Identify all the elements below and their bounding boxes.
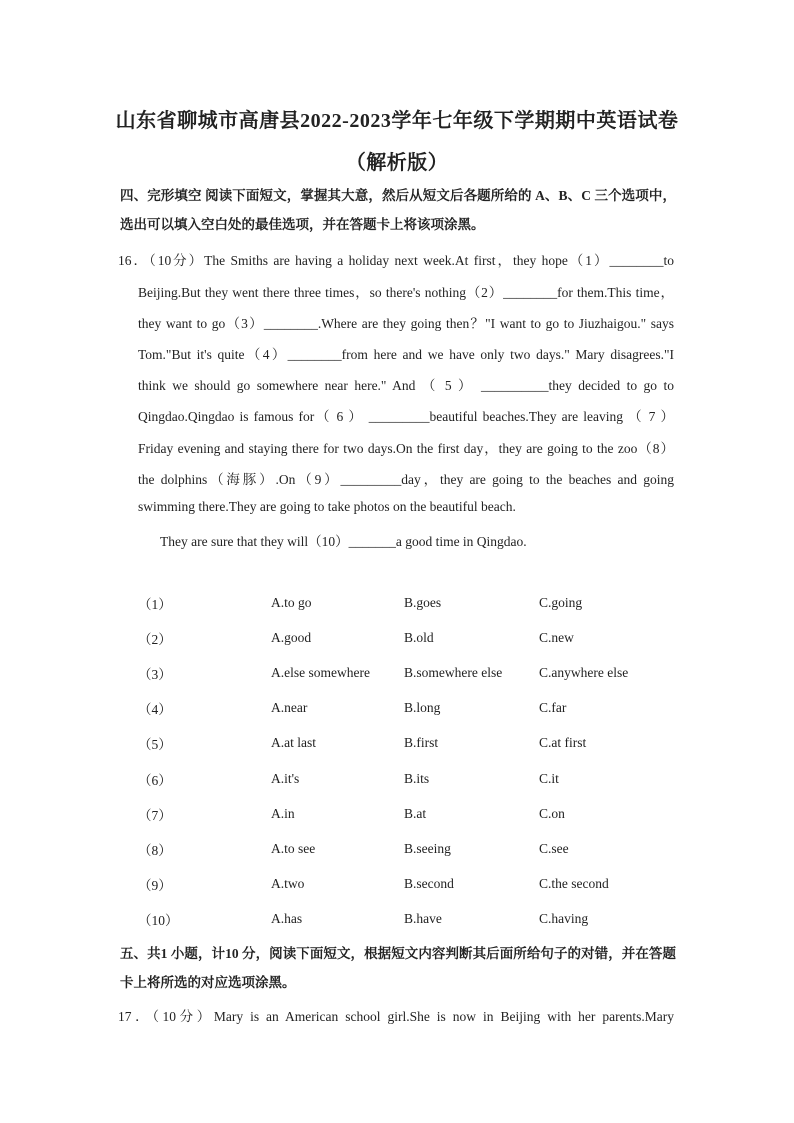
option-a: A.at last [271, 735, 316, 751]
option-b: B.seeing [404, 840, 451, 856]
option-b: B.goes [404, 594, 442, 610]
option-c: C.see [539, 840, 569, 856]
option-b: B.its [404, 770, 430, 786]
passage-line: Qingdao.Qingdao is famous for（ 6 ） _________beautiful beaches.They are leaving （ 7 ） [138, 409, 674, 424]
blank-number: （3） [138, 666, 172, 682]
option-b: B.have [404, 911, 442, 927]
option-b: B.second [404, 876, 454, 892]
option-row [138, 831, 669, 866]
blank-number: （5） [138, 737, 172, 753]
section-five-heading: 五、共1 小题，计10 分，阅读下面短文，根据短文内容判断其后面所给句子的对错，并在答题卡上将所选的对应选项涂黑。 [120, 946, 676, 990]
option-a: A.to go [271, 594, 312, 610]
option-b: B.somewhere else [404, 664, 503, 680]
option-a: A.two [271, 876, 305, 892]
option-row [138, 655, 669, 690]
option-row [138, 761, 669, 796]
options-table [138, 585, 669, 937]
option-a: A.in [271, 805, 295, 821]
option-row [138, 691, 669, 726]
option-c: C.new [539, 629, 574, 645]
option-a: A.has [271, 911, 303, 927]
passage-last-line: They are sure that they will（10）_______a good time in Qingdao. [160, 534, 527, 549]
option-c: C.going [539, 594, 583, 610]
option-a: A.near [271, 700, 308, 716]
document-subtitle: （解析版） [345, 152, 449, 174]
option-row [138, 867, 669, 902]
option-row [138, 796, 669, 831]
passage-line: the dolphins（海豚）.On（9）_________day，they are going to the beaches and going [138, 472, 674, 487]
option-a: A.to see [271, 840, 316, 856]
passage-line: they want to go（3）________.Where are they going then？"I want to go to Jiuzhaigou." says [138, 316, 674, 331]
option-b: B.at [404, 805, 427, 821]
option-b: B.old [404, 629, 434, 645]
passage-line: swimming there.They are going to take photos on the beautiful beach. [138, 499, 516, 514]
option-b: B.long [404, 700, 441, 716]
option-a: A.good [271, 629, 312, 645]
blank-number: （7） [138, 807, 172, 823]
blank-number: （8） [138, 842, 172, 858]
option-c: C.on [539, 805, 565, 821]
blank-number: （2） [138, 631, 172, 647]
document-title: 山东省聊城市高唐县2022-2023学年七年级下学期期中英语试卷 [115, 110, 679, 132]
option-row [138, 902, 669, 937]
option-c: C.anywhere else [539, 664, 629, 680]
option-c: C.at first [539, 735, 587, 751]
option-a: A.it's [271, 770, 300, 786]
blank-number: （1） [138, 596, 172, 612]
blank-number: （10） [138, 913, 179, 929]
option-c: C.it [539, 770, 559, 786]
question-17-line: 17．（10分）Mary is an American school girl.She is now in Beijing with her parents.Mary [118, 1009, 674, 1024]
option-row [138, 585, 669, 620]
option-row [138, 726, 669, 761]
blank-number: （4） [138, 702, 172, 718]
option-c: C.far [539, 700, 567, 716]
option-row [138, 620, 669, 655]
section-four-heading: 四、完形填空 阅读下面短文，掌握其大意，然后从短文后各题所给的 A、B、C 三个选项中，选出可以填入空白处的最佳选项，并在答题卡上将该项涂黑。 [120, 188, 676, 232]
blank-number: （6） [138, 772, 172, 788]
passage-line: think we should go somewhere near here." And （ 5 ） __________they decided to go to [138, 378, 674, 393]
passage-line: 16．（10分）The Smiths are having a holiday next week.At first，they hope（1）________to [118, 253, 674, 268]
passage-line: Tom."But it's quite（4）________from here and we have only two days." Mary disagrees."I [138, 347, 674, 362]
blank-number: （9） [138, 878, 172, 894]
option-b: B.first [404, 735, 439, 751]
option-c: C.the second [539, 876, 609, 892]
option-c: C.having [539, 911, 589, 927]
passage-line: Friday evening and staying there for two days.On the first day，they are going to the zoo（8） [138, 441, 674, 456]
option-a: A.else somewhere [271, 664, 370, 680]
passage-line: Beijing.But they went there three times，so there's nothing（2）________for them.This time， [138, 285, 674, 300]
